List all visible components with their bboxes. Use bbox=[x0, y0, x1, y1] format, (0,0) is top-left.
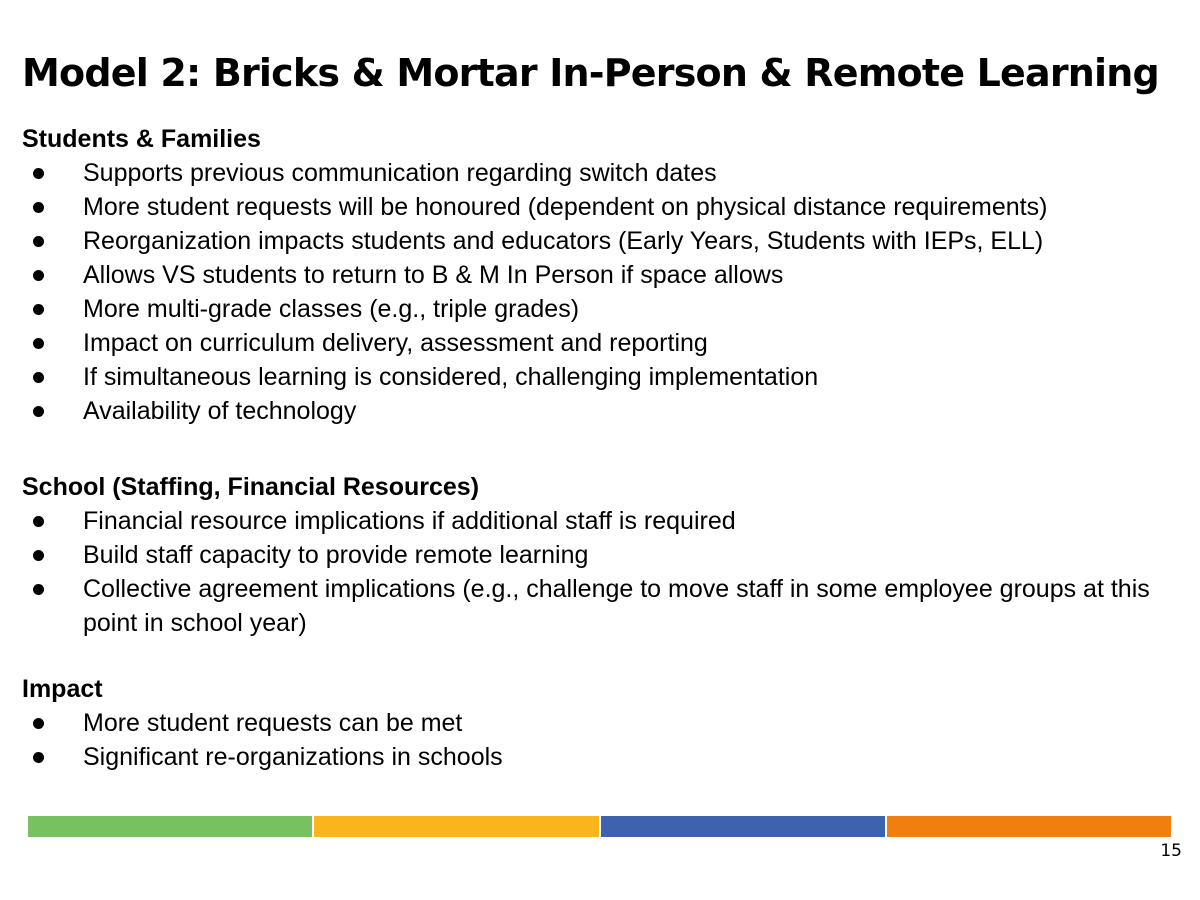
bullet-dot-icon bbox=[33, 516, 44, 527]
color-bar-segment-orange bbox=[887, 816, 1171, 837]
list-item bbox=[22, 394, 1187, 428]
bullet-dot-icon bbox=[33, 550, 44, 561]
list-item-text: More student requests can be met bbox=[83, 709, 463, 737]
color-bar-segment-green bbox=[28, 816, 312, 837]
list-item-text: More multi-grade classes (e.g., triple grades) bbox=[83, 295, 580, 323]
bullet-dot-icon bbox=[33, 304, 44, 315]
bullet-dot-icon bbox=[33, 406, 44, 417]
bullet-dot-icon bbox=[33, 270, 44, 281]
list-item bbox=[22, 224, 1187, 258]
list-item-text: Allows VS students to return to B & M In Person if space allows bbox=[83, 261, 784, 289]
section-spacer bbox=[22, 640, 1187, 672]
students-families-list bbox=[22, 156, 1187, 428]
page-number: 15 bbox=[1160, 841, 1182, 861]
list-item bbox=[22, 740, 1187, 774]
section-spacer bbox=[22, 428, 1187, 470]
color-bar-segment-blue bbox=[601, 816, 885, 837]
list-item-text: More student requests will be honoured (dependent on physical distance requirements) bbox=[83, 193, 1048, 221]
bullet-dot-icon bbox=[33, 338, 44, 349]
bullet-dot-icon bbox=[33, 752, 44, 763]
impact-list bbox=[22, 706, 1187, 774]
list-item-text: Reorganization impacts students and educators (Early Years, Students with IEPs, ELL) bbox=[83, 227, 1044, 255]
color-bar-segment-yellow bbox=[314, 816, 598, 837]
list-item-text: Significant re-organizations in schools bbox=[83, 743, 503, 771]
list-item bbox=[22, 292, 1187, 326]
section-heading-school: School (Staffing, Financial Resources) bbox=[22, 473, 480, 501]
list-item-text: Supports previous communication regarding switch dates bbox=[83, 159, 717, 187]
list-item-text: Build staff capacity to provide remote learning bbox=[83, 541, 589, 569]
list-item-text: Availability of technology bbox=[83, 397, 357, 425]
bullet-dot-icon bbox=[33, 372, 44, 383]
school-list bbox=[22, 504, 1187, 640]
slide-title: Model 2: Bricks & Mortar In-Person & Remote Learning bbox=[22, 51, 1159, 95]
list-item bbox=[22, 538, 1187, 572]
list-item bbox=[22, 504, 1187, 538]
bullet-dot-icon bbox=[33, 236, 44, 247]
section-heading-students-families: Students & Families bbox=[22, 125, 261, 153]
list-item bbox=[22, 360, 1187, 394]
bullet-dot-icon bbox=[33, 168, 44, 179]
list-item bbox=[22, 190, 1187, 224]
footer-color-bar bbox=[28, 816, 1171, 837]
list-item-text: Impact on curriculum delivery, assessment and reporting bbox=[83, 329, 708, 357]
slide-content bbox=[22, 122, 1187, 774]
bullet-dot-icon bbox=[33, 584, 44, 595]
list-item-text: Financial resource implications if additional staff is required bbox=[83, 507, 736, 535]
list-item bbox=[22, 326, 1187, 360]
list-item bbox=[22, 258, 1187, 292]
bullet-dot-icon bbox=[33, 718, 44, 729]
list-item bbox=[22, 706, 1187, 740]
bullet-dot-icon bbox=[33, 202, 44, 213]
list-item-text: Collective agreement implications (e.g., challenge to move staff in some employee groups at this point in school year) bbox=[83, 575, 1150, 637]
section-heading-impact: Impact bbox=[22, 675, 103, 703]
list-item bbox=[22, 156, 1187, 190]
list-item-text: If simultaneous learning is considered, challenging implementation bbox=[83, 363, 819, 391]
list-item bbox=[22, 572, 1187, 640]
